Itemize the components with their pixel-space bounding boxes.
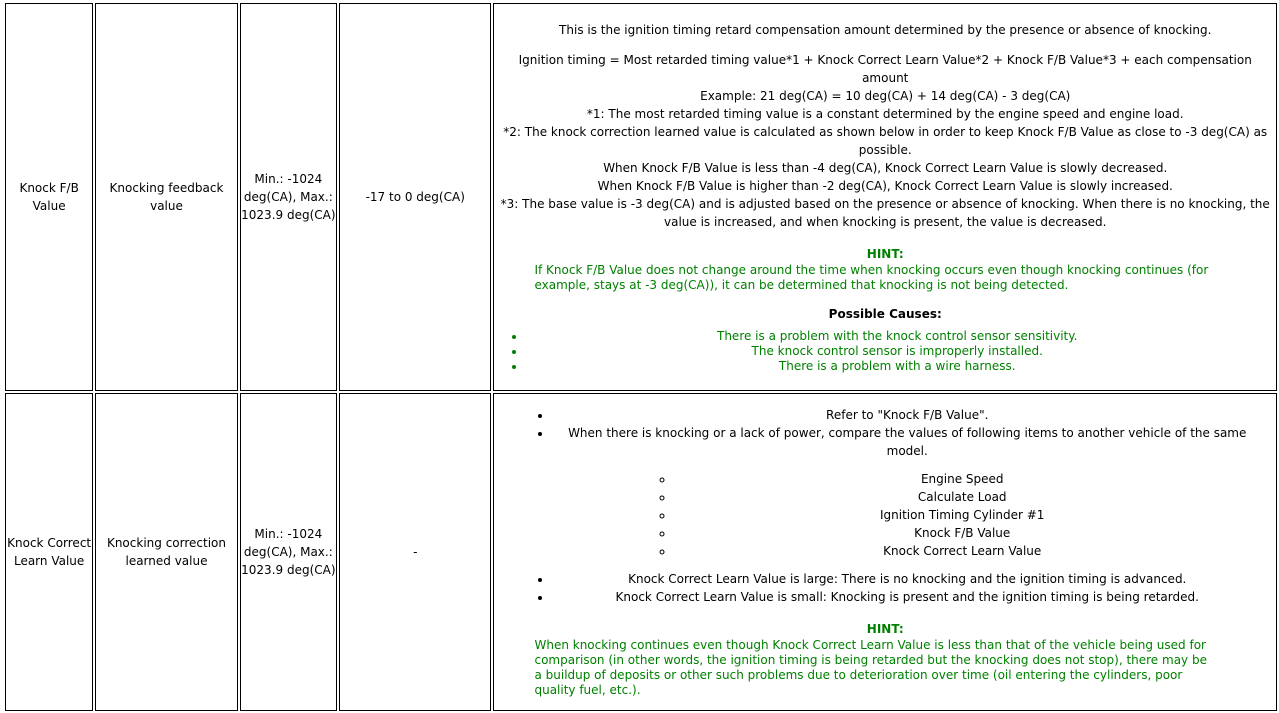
hint-text: When knocking continues even though Knock Correct Learn Value is less than that of the vehicle being used for comparison (in other words, the ignition timing is being retarded but the knocking does not stop), there may be a buildup of deposits or other such problems due to deterioration over time (oil entering the cylinders, poor quality fuel, etc.).: [534, 638, 1207, 697]
diagnostic-note: [494, 406, 1276, 698]
note-bullet-list: [496, 406, 1274, 606]
note-footnote-2b: When Knock F/B Value is higher than -2 deg(CA), Knock Correct Learn Value is slowly increased.: [597, 178, 1173, 193]
note-footnote-1: *1: The most retarded timing value is a constant determined by the engine speed and engine load.: [586, 106, 1184, 121]
note-bullet: • Refer to "Knock F/B Value".: [552, 406, 1262, 424]
table-row-knock-fb-value: [5, 3, 1277, 391]
possible-causes-title: Possible Causes:: [828, 306, 942, 321]
note-intro: This is the ignition timing retard compensation amount determined by the presence or absence of knocking.: [559, 22, 1212, 37]
item-name-cell: [5, 393, 93, 711]
hint-text: If Knock F/B Value does not change around the time when knocking occurs even though knocking continues (for example, stays at -3 deg(CA)), it can be determined that knocking is not being detected.: [534, 262, 1209, 292]
diagnostic-note-cell: [493, 3, 1277, 391]
compare-item: ◦ Calculate Load: [674, 488, 1250, 506]
compare-item: ◦ Knock F/B Value: [674, 524, 1250, 542]
note-formula: Ignition timing = Most retarded timing value*1 + Knock Correct Learn Value*2 + Knock F/B Value*3 + each compensation amount: [518, 52, 1252, 85]
note-bullet: • Knock Correct Learn Value is large: There is no knocking and the ignition timing is advanced.: [552, 570, 1262, 588]
item-name: Knock Correct Learn Value: [7, 536, 92, 568]
note-example: Example: 21 deg(CA) = 10 deg(CA) + 14 deg(CA) - 3 deg(CA): [700, 88, 1071, 103]
possible-cause-item: • The knock control sensor is improperly installed.: [526, 344, 1268, 359]
item-name: Knock F/B Value: [19, 181, 79, 213]
compare-items-list: [552, 470, 1262, 560]
measurement-item: Knocking correction learned value: [106, 536, 226, 568]
hint-title: HINT:: [866, 246, 904, 261]
range-cell: [240, 3, 337, 391]
note-bullet: • Knock Correct Learn Value is small: Knocking is present and the ignition timing is being retarded.: [552, 588, 1262, 606]
possible-causes-list: [496, 329, 1274, 374]
table-row-knock-correct-learn-value: [5, 393, 1277, 711]
hint-title: HINT:: [866, 622, 904, 636]
data-list-table: [3, 1, 1279, 713]
measurement-item-cell: [95, 393, 237, 711]
normal-condition: -: [413, 545, 418, 559]
note-bullet-text: When there is knocking or a lack of power, compare the values of following items to another vehicle of the same model.: [568, 426, 1247, 458]
range-text: Min.: -1024 deg(CA), Max.: 1023.9 deg(CA): [241, 527, 336, 577]
normal-condition-cell: [339, 393, 491, 711]
diagnostic-note: [494, 21, 1276, 374]
compare-item: ◦ Ignition Timing Cylinder #1: [674, 506, 1250, 524]
measurement-item: Knocking feedback value: [109, 181, 224, 213]
item-name-cell: [5, 3, 93, 391]
possible-cause-item: • There is a problem with a wire harness.: [526, 359, 1268, 374]
compare-item: ◦ Knock Correct Learn Value: [674, 542, 1250, 560]
compare-item: ◦ Engine Speed: [674, 470, 1250, 488]
measurement-item-cell: [95, 3, 237, 391]
possible-cause-item: • There is a problem with the knock control sensor sensitivity.: [526, 329, 1268, 344]
note-bullet: [552, 424, 1262, 560]
note-footnote-2a: When Knock F/B Value is less than -4 deg(CA), Knock Correct Learn Value is slowly decreased.: [603, 160, 1168, 175]
diagnostic-note-cell: [493, 393, 1277, 711]
normal-condition: -17 to 0 deg(CA): [365, 190, 465, 204]
range-cell: [240, 393, 337, 711]
range-text: Min.: -1024 deg(CA), Max.: 1023.9 deg(CA): [241, 172, 336, 222]
note-footnote-2: *2: The knock correction learned value is calculated as shown below in order to keep Knock F/B Value as close to -3 deg(CA) as possible.: [503, 124, 1268, 157]
normal-condition-cell: [339, 3, 491, 391]
note-footnote-3: *3: The base value is -3 deg(CA) and is adjusted based on the presence or absence of knocking. When there is no knocking, the value is increased, and when knocking is present, the value is decreased.: [500, 196, 1270, 229]
